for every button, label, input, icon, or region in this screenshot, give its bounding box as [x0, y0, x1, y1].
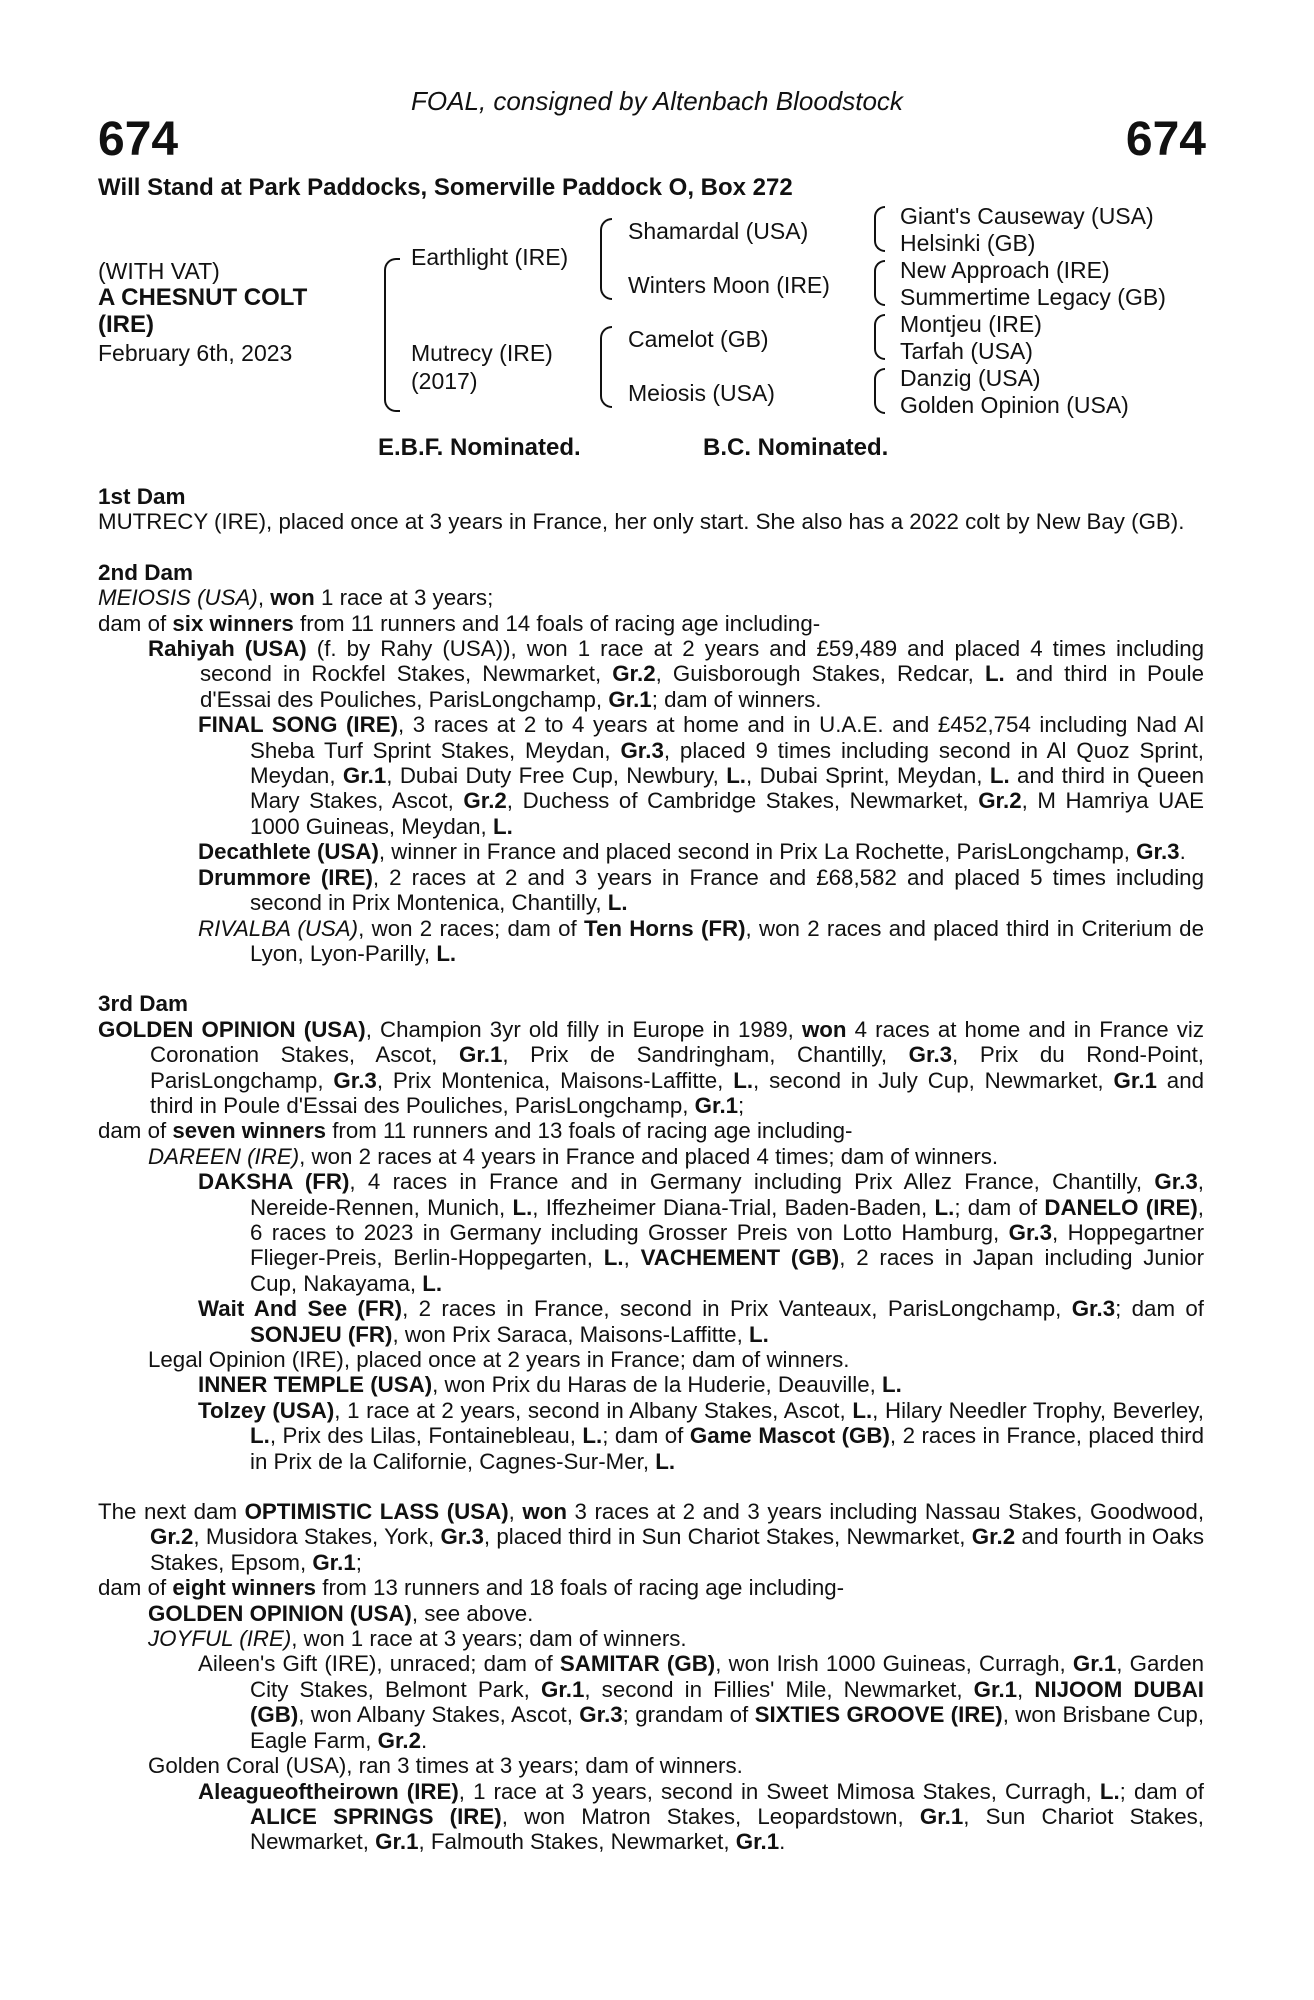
progeny-daksha: DAKSHA (FR), 4 races in France and in Germany including Prix Allez France, Chantilly, Gr.3, Nereide-Rennen, Munich, L., Iffezheimer Diana-Trial, Baden-Baden, L.; dam of DANELO (IRE), 6 races to 2023 in Germany including Grosser Preis von Lotto Hamburg, Gr.3, Hoppegartner Flieger-Preis, Berlin-Hoppegarten, L., VACHEMENT (GB), 2 races in Japan including Junior Cup, Nakayama, L. [198, 1169, 1205, 1296]
second-dam-line: MEIOSIS (USA), won 1 race at 3 years; [98, 585, 494, 611]
pedigree-sds: New Approach (IRE) [900, 257, 1110, 283]
brace-sd [874, 260, 885, 306]
pedigree-dss: Montjeu (IRE) [900, 311, 1042, 337]
progeny-drummore: Drummore (IRE), 2 races at 2 and 3 years in France and £68,582 and placed 5 times including second in Prix Montenica, Chantilly, L. [198, 864, 1204, 916]
date-of-birth: February 6th, 2023 [98, 340, 293, 366]
brace-sire [600, 218, 612, 300]
progeny-aleagueoftheirown: Aleagueoftheirown (IRE), 1 race at 3 years, second in Sweet Mimosa Stakes, Curragh, L.; dam of ALICE SPRINGS (IRE), won Matron Stakes, Leopardstown, Gr.1, Sun Chariot Stakes, Newmarket, Gr.1, Falmouth Stakes, Newmarket, Gr.1. [198, 1778, 1204, 1855]
pedigree-sire-dam: Winters Moon (IRE) [628, 272, 830, 298]
horse-title: A CHESNUT COLT [98, 284, 308, 311]
pedigree-sire-sire: Shamardal (USA) [628, 218, 809, 244]
brace-main [384, 258, 400, 412]
lot-number-left: 674 [98, 113, 179, 166]
stand-location: Will Stand at Park Paddocks, Somerville Paddock O, Box 272 [98, 174, 793, 201]
third-dam-golden-opinion: GOLDEN OPINION (USA), Champion 3yr old filly in Europe in 1989, won 4 races at home and in France viz Coronation Stakes, Ascot, Gr.1, Prix de Sandringham, Chantilly, Gr.3, Prix du Rond-Point, ParisLongchamp, Gr.3, Prix Montenica, Maisons-Laffitte, L., second in July Cup, Newmarket, Gr.1 and third in Poule d'Essai des Pouliches, ParisLongchamp, Gr.1; [98, 1016, 1205, 1118]
progeny-tolzey: Tolzey (USA), 1 race at 2 years, second in Albany Stakes, Ascot, L., Hilary Needler Trophy, Beverley, L., Prix des Lilas, Fontainebleau, L.; dam of Game Mascot (GB), 2 races in France, placed third in Prix de la Californie, Cagnes-Sur-Mer, L. [198, 1397, 1204, 1474]
progeny-golden-coral: Golden Coral (USA), ran 3 times at 3 years; dam of winners. [148, 1753, 743, 1779]
first-dam-text: MUTRECY (IRE), placed once at 3 years in France, her only start. She also has a 2022 colt by New Bay (GB). [98, 509, 1185, 535]
pedigree-dds: Danzig (USA) [900, 365, 1041, 391]
progeny-dareen: DAREEN (IRE), won 2 races at 4 years in France and placed 4 times; dam of winners. [148, 1143, 999, 1169]
progeny-aileens-gift: Aileen's Gift (IRE), unraced; dam of SAMITAR (GB), won Irish 1000 Guineas, Curragh, Gr.1, Garden City Stakes, Belmont Park, Gr.1, second in Fillies' Mile, Newmarket, Gr.1, NIJOOM DUBAI (GB), won Albany Stakes, Ascot, Gr.3; grandam of SIXTIES GROOVE (IRE), won Brisbane Cup, Eagle Farm, Gr.2. [198, 1651, 1205, 1753]
pedigree-dam-year: (2017) [411, 368, 478, 394]
pedigree-sss: Giant's Causeway (USA) [900, 203, 1154, 229]
brace-dam [600, 326, 612, 408]
third-dam-heading: 3rd Dam [98, 991, 189, 1017]
brace-ds [874, 314, 885, 360]
pedigree-dam-sire: Camelot (GB) [628, 326, 769, 352]
pedigree-ssd: Helsinki (GB) [900, 230, 1036, 256]
progeny-rivalba: RIVALBA (USA), won 2 races; dam of Ten Horns (FR), won 2 races and placed third in Criterium de Lyon, Lyon-Parilly, L. [198, 915, 1204, 966]
bc-nominated: B.C. Nominated. [703, 434, 889, 461]
progeny-decathlete: Decathlete (USA), winner in France and placed second in Prix La Rochette, ParisLongchamp, Gr.3. [198, 839, 1186, 865]
lot-number-right: 674 [1125, 113, 1206, 166]
pedigree-sdd: Summertime Legacy (GB) [900, 284, 1166, 310]
first-dam-heading: 1st Dam [98, 484, 186, 509]
pedigree-dsd: Tarfah (USA) [900, 338, 1033, 364]
progeny-wait-and-see: Wait And See (FR), 2 races in France, second in Prix Vanteaux, ParisLongchamp, Gr.3; dam of SONJEU (FR), won Prix Saraca, Maisons-Laffitte, L. [198, 1296, 1204, 1347]
pedigree-sire: Earthlight (IRE) [411, 244, 569, 270]
pedigree-dam-dam: Meiosis (USA) [628, 380, 775, 406]
progeny-golden-opinion-ref: GOLDEN OPINION (USA), see above. [148, 1600, 534, 1626]
second-dam-summary: dam of six winners from 11 runners and 14 foals of racing age including- [98, 610, 821, 636]
catalogue-text [98, 484, 1204, 1855]
next-dam-optimistic-lass: The next dam OPTIMISTIC LASS (USA), won 3 races at 2 and 3 years including Nassau Stakes, Goodwood, Gr.2, Musidora Stakes, York, Gr.3, placed third in Sun Chariot Stakes, Newmarket, Gr.2 and fourth in Oaks Stakes, Epsom, Gr.1; [98, 1499, 1205, 1575]
ebf-nominated: E.B.F. Nominated. [378, 434, 581, 461]
pedigree-dam: Mutrecy (IRE) [411, 340, 553, 366]
progeny-final-song: FINAL SONG (IRE), 3 races at 2 to 4 years at home and in U.A.E. and £452,754 including Nad Al Sheba Turf Sprint Stakes, Meydan, Gr.3, placed 9 times including second in Al Quoz Sprint, Meydan, Gr.1, Dubai Duty Free Cup, Newbury, L., Dubai Sprint, Meydan, L. and third in Queen Mary Stakes, Ascot, Gr.2, Duchess of Cambridge Stakes, Newmarket, Gr.2, M Hamriya UAE 1000 Guineas, Meydan, L. [198, 712, 1204, 839]
progeny-rahiyah: Rahiyah (USA) (f. by Rahy (USA)), won 1 race at 2 years and £59,489 and placed 4 times including second in Rockfel Stakes, Newmarket, Gr.2, Guisborough Stakes, Redcar, L. and third in Poule d'Essai des Pouliches, ParisLongchamp, Gr.1; dam of winners. [148, 636, 1204, 712]
horse-title-origin: (IRE) [98, 311, 154, 338]
progeny-inner-temple: INNER TEMPLE (USA), won Prix du Haras de la Huderie, Deauville, L. [198, 1372, 902, 1398]
progeny-joyful: JOYFUL (IRE), won 1 race at 3 years; dam of winners. [148, 1626, 687, 1652]
consignment-line: FOAL, consigned by Altenbach Bloodstock [411, 86, 903, 116]
brace-ss [874, 206, 885, 252]
next-dam-summary: dam of eight winners from 13 runners and 18 foals of racing age including- [98, 1575, 845, 1601]
progeny-legal-opinion: Legal Opinion (IRE), placed once at 2 years in France; dam of winners. [148, 1347, 850, 1372]
vat-note: (WITH VAT) [98, 258, 220, 284]
second-dam-heading: 2nd Dam [98, 559, 194, 585]
third-dam-summary: dam of seven winners from 11 runners and 13 foals of racing age including- [98, 1118, 853, 1144]
pedigree-ddd: Golden Opinion (USA) [900, 392, 1129, 418]
brace-dd [874, 368, 885, 414]
